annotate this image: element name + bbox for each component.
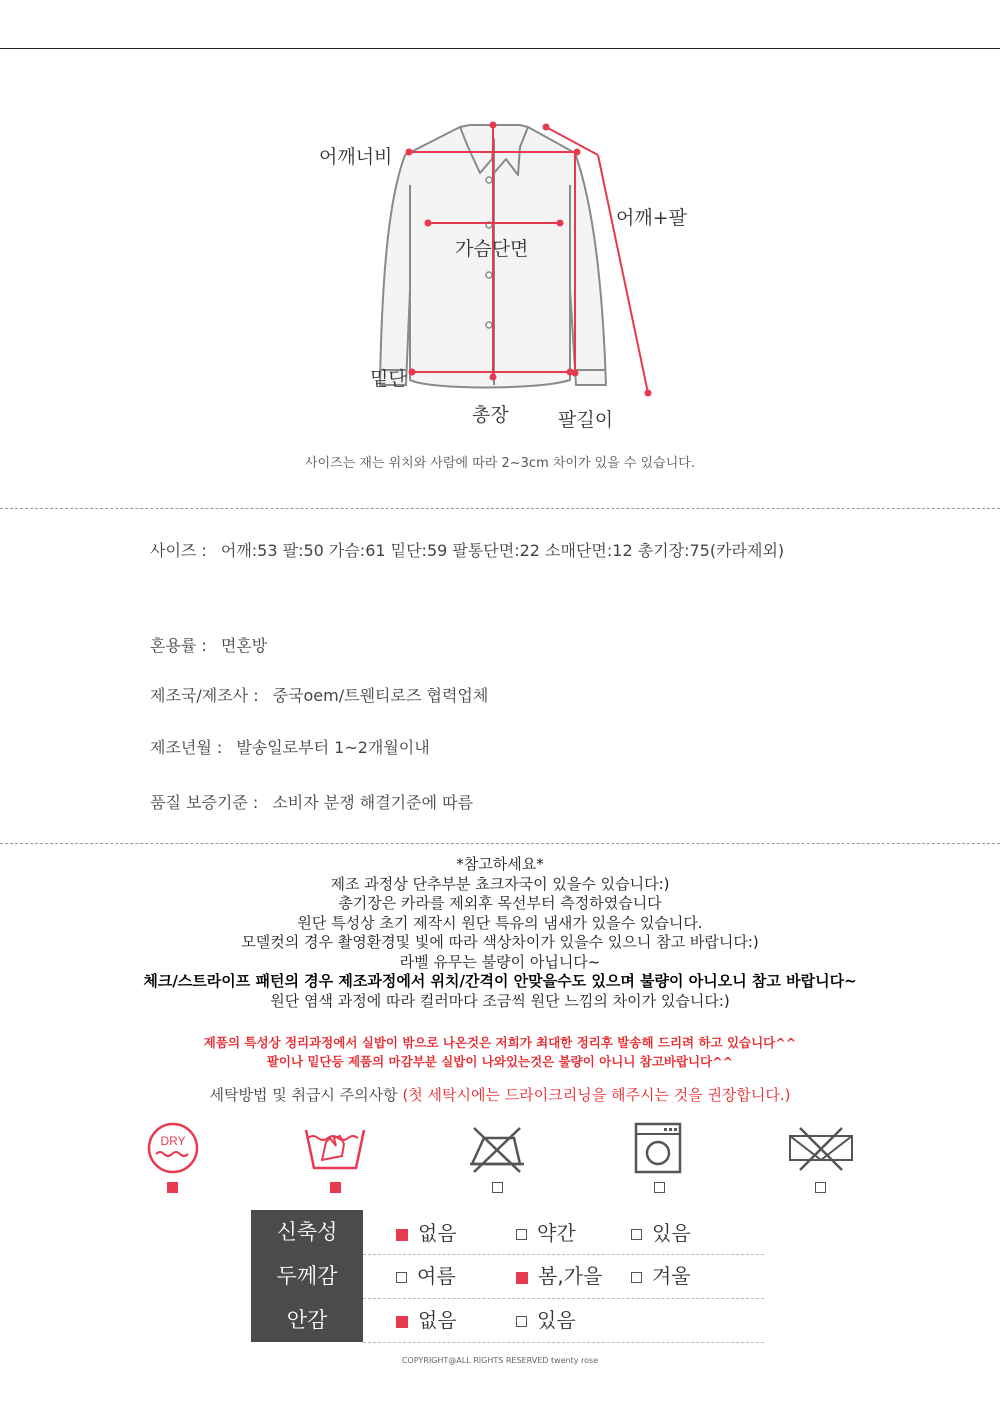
spec-date-value: 발송일로부터 1~2개월이내 (236, 738, 430, 757)
dry-text: DRY (160, 1134, 186, 1148)
spec-blend (150, 633, 267, 656)
size-caption: 사이즈는 재는 위치와 사람에 따라 2~3cm 차이가 있을 수 있습니다. (305, 456, 695, 471)
thickness-label: 두께감 (251, 1254, 363, 1298)
hand-wash-checked (330, 1182, 341, 1193)
stretch-option-yes (631, 1221, 691, 1245)
spec-quality-label: 품질 보증기준 : (150, 793, 259, 812)
no-iron-unchecked (492, 1182, 503, 1193)
note-line: 제조 과정상 단추부분 쵸크자국이 있을수 있습니다:) (330, 874, 670, 893)
shirt-diagram (370, 115, 670, 415)
note-line: 모델컷의 경우 촬영환경및 빛에 따라 색상차이가 있을수 있으니 참고 바랍니다:) (241, 933, 759, 951)
spec-maker-label: 제조국/제조사 : (150, 686, 259, 705)
lining-label: 안감 (251, 1298, 363, 1342)
label-hem: 밑단 (370, 368, 407, 390)
notes-block (0, 855, 1000, 1011)
no-bleach-unchecked (815, 1182, 826, 1193)
spec-date (150, 735, 430, 758)
row-divider (363, 1254, 764, 1255)
care-recommend: (첫 세탁시에는 드라이크리닝을 해주시는 것을 권장합니다.) (402, 1086, 791, 1104)
note-line: 총기장은 카라를 제외후 목선부터 측정하였습니다 (338, 894, 662, 912)
spec-quality (150, 790, 473, 813)
top-divider (0, 48, 1000, 49)
label-sleeve: 팔길이 (558, 409, 614, 431)
row-divider (363, 1342, 764, 1343)
thickness-option-summer (396, 1264, 456, 1288)
label-length: 총장 (472, 404, 509, 426)
red-note-line: 제품의 특성상 정리과정에서 실밥이 밖으로 나온것은 저희가 최대한 정리후 발송해 드리려 하고 있습니다^^ (203, 1035, 797, 1050)
note-line-bold: 체크/스트라이프 패턴의 경우 제조과정에서 위치/간격이 안맞을수도 있으며 불량이 아니오니 참고 바랍니다~ (143, 972, 857, 990)
spec-blend-label: 혼용률 : (150, 636, 207, 655)
stretch-option-slight (516, 1221, 576, 1245)
red-note-line: 팔이나 밑단등 제품의 마감부분 실밥이 나와있는것은 불량이 아니니 참고바랍니다^^ (266, 1054, 734, 1069)
stretch-option-none (396, 1221, 457, 1245)
option-label: 없음 (418, 1308, 457, 1332)
unchecked-box (516, 1316, 527, 1327)
spec-size (150, 538, 784, 561)
care-title-text: 세탁방법 및 취급시 주의사항 (209, 1086, 398, 1104)
unchecked-box (631, 1229, 642, 1240)
label-shoulder-arm: 어깨+팔 (616, 207, 687, 229)
notes-title: *참고하세요* (456, 855, 544, 873)
option-label: 약간 (537, 1221, 576, 1245)
unchecked-box (631, 1272, 642, 1283)
spec-quality-value: 소비자 분쟁 해결기준에 따름 (272, 793, 474, 812)
no-bleach-icon (786, 1120, 856, 1180)
spec-size-value: 어깨:53 팔:50 가슴:61 밑단:59 팔통단면:22 소매단면:12 총기장:75(카라제외) (220, 541, 785, 560)
label-shoulder: 어깨너비 (319, 146, 393, 168)
washing-machine-icon (624, 1120, 694, 1180)
red-notes (0, 1033, 1000, 1071)
dry-clean-icon (138, 1120, 208, 1180)
thickness-option-winter (631, 1264, 691, 1288)
row-divider (363, 1298, 764, 1299)
option-label: 없음 (418, 1221, 457, 1245)
option-label: 겨울 (652, 1264, 691, 1288)
option-label: 있음 (652, 1221, 691, 1245)
copyright: COPYRIGHT@ALL RIGHTS RESERVED twenty rose (401, 1356, 599, 1365)
spec-size-label: 사이즈 : (150, 541, 207, 560)
note-line: 원단 염색 과정에 따라 컬러마다 조금씩 원단 느낌의 차이가 있습니다:) (270, 991, 730, 1010)
dry-clean-checked (167, 1182, 178, 1193)
lining-option-none (396, 1308, 457, 1332)
no-iron-icon (462, 1120, 532, 1180)
spec-maker (150, 683, 488, 706)
checked-box (396, 1316, 408, 1328)
note-line: 원단 특성상 초기 제작시 원단 특유의 냄새가 있을수 있습니다. (297, 913, 703, 932)
spec-date-label: 제조년월 : (150, 738, 223, 757)
checked-box (396, 1229, 408, 1241)
unchecked-box (516, 1229, 527, 1240)
section-divider (0, 508, 1000, 509)
unchecked-box (396, 1272, 407, 1283)
spec-maker-value: 중국oem/트웬티로즈 협력업체 (272, 686, 489, 705)
lining-option-yes (516, 1308, 576, 1332)
section-divider (0, 843, 1000, 844)
label-chest: 가슴단면 (455, 238, 529, 260)
washing-machine-unchecked (654, 1182, 665, 1193)
note-line: 라벨 유무는 불량이 아닙니다~ (399, 952, 601, 971)
stretch-label: 신축성 (251, 1210, 363, 1254)
option-label: 여름 (417, 1264, 456, 1288)
option-label: 있음 (537, 1308, 576, 1332)
thickness-option-spring-fall (516, 1264, 602, 1288)
spec-blend-value: 면혼방 (220, 636, 268, 655)
option-label: 봄,가을 (538, 1264, 603, 1288)
checked-box (516, 1272, 528, 1284)
care-title (0, 1084, 1000, 1105)
hand-wash-icon (300, 1120, 370, 1180)
